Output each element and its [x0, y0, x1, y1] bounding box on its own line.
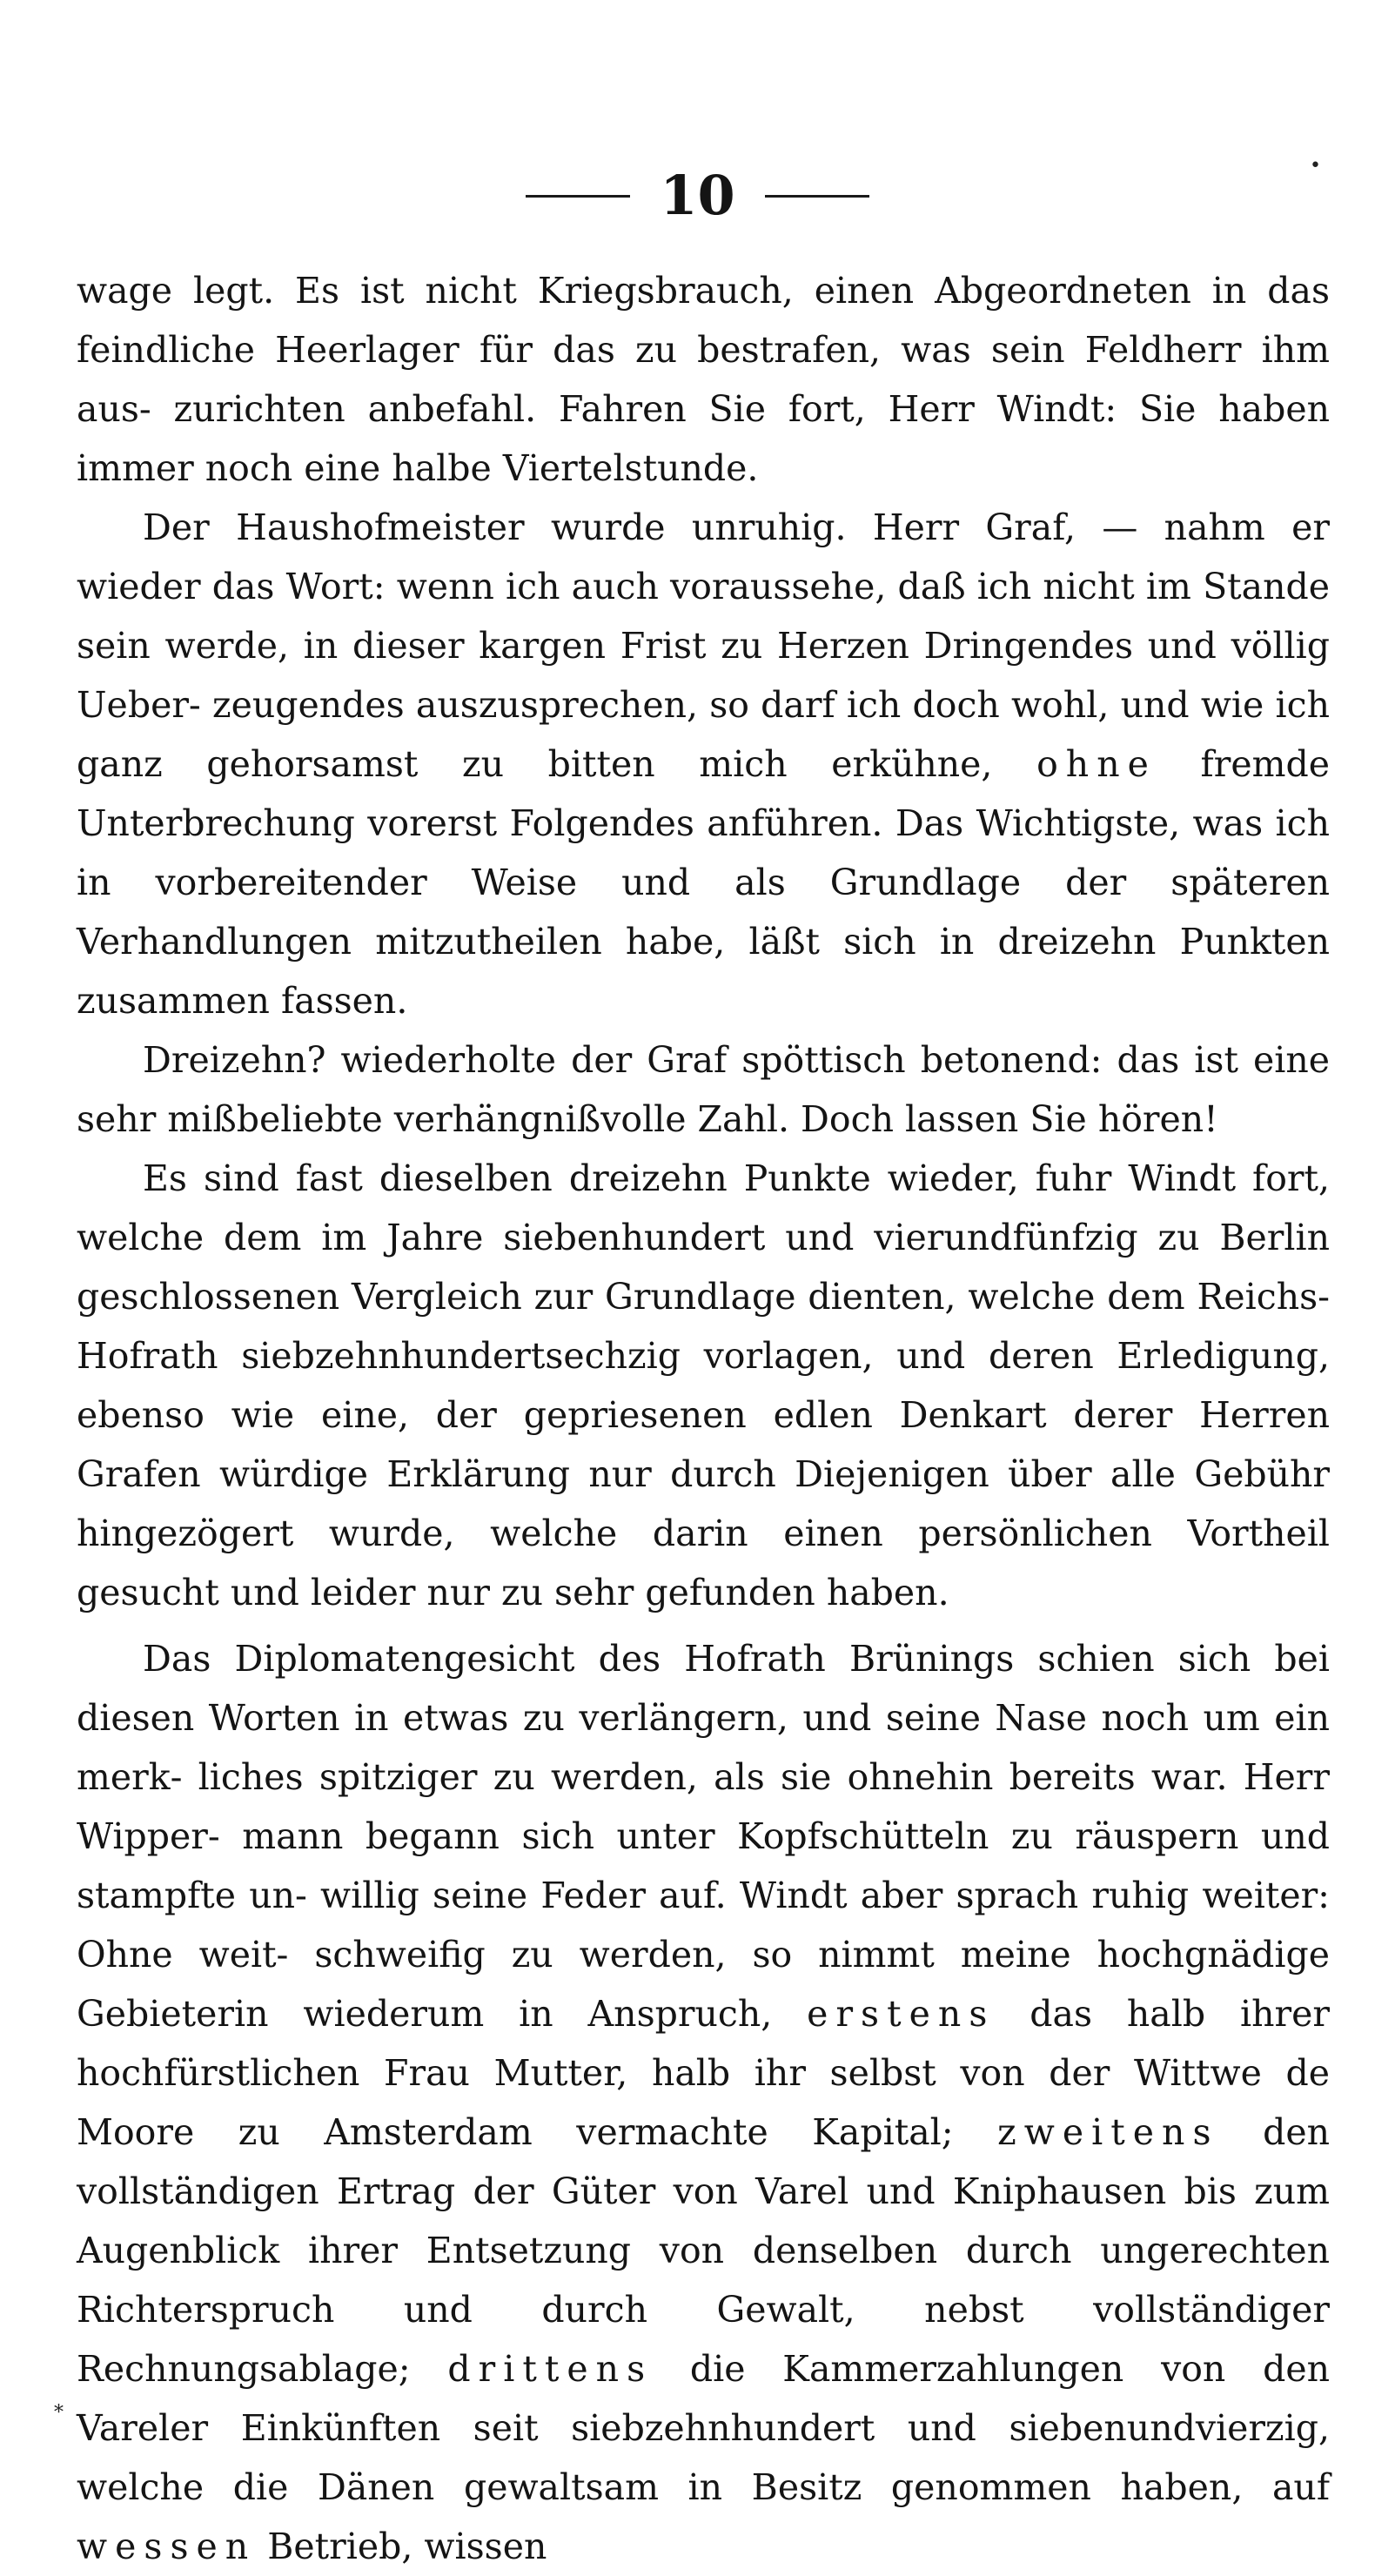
page-number: 10 [660, 164, 735, 227]
text-run: Das Diplomatengesicht des Hofrath Brünings schien sich bei diesen Worten in etwas zu verlängern, und seine Nase noch um ein merk‐ liches spitziger zu werden, als sie ohnehin bereits war. Herr Wipper‐ mann begann sich unter Kopfschütteln zu räuspern und stampfte un‐ willig seine Feder auf. Windt aber sprach ruhig weiter: Ohne weit‐ schweifig zu werden, so nimmt meine hochgnädige Gebieterin wiederum in Anspruch, [77, 1638, 1330, 2035]
page-header [0, 161, 1395, 231]
paragraph [77, 1030, 1330, 1149]
print-speck: * [54, 2402, 64, 2424]
text-run: Betrieb, wissen [256, 2526, 547, 2567]
text-run: Dreizehn? wiederholte der Graf spöttisch betonend: das ist eine sehr mißbeliebte verhängnißvolle Zahl. Doch lassen Sie hören! [77, 1039, 1330, 1140]
emphasized-word: zweitens [997, 2111, 1219, 2153]
header-dash-right [765, 195, 869, 198]
text-run: die Kammerzahlungen von den Vareler Einkünften seit siebzehnhundert und siebenundvierzig, welche die Dänen gewaltsam in Besitz genommen haben, auf [77, 2348, 1331, 2508]
print-speck: • [1310, 155, 1321, 177]
text-run: Der Haushofmeister wurde unruhig. Herr Graf, — nahm er wieder das Wort: wenn ich auch voraussehe, daß ich nicht im Stande sein werde, in dieser kargen Frist zu Herzen Dringendes und völlig Ueber‐ zeugendes auszusprechen, so darf ich doch wohl, und wie ich ganz gehorsamst zu bitten mich erkühne, [77, 506, 1330, 785]
text-run: den vollständigen Ertrag der Güter von Varel und Kniphausen bis zum Augenblick ihrer Entsetzung von denselben durch ungerechten Richterspruch und durch Gewalt, nebst vollständiger Rechnungsablage; [77, 2111, 1330, 2390]
text-run: das halb ihrer hochfürstlichen Frau Mutter, halb ihr selbst von der Wittwe de Moore zu Amsterdam vermachte Kapital; [77, 1993, 1330, 2153]
paragraph [77, 1149, 1330, 1622]
paragraph [77, 261, 1330, 498]
text-run: fremde Unterbrechung vorerst Folgendes anführen. Das Wichtigste, was ich in vorbereitender Weise und als Grundlage der späteren Verhandlungen mitzutheilen habe, läßt sich in dreizehn Punkten zusammen fassen. [77, 743, 1330, 1022]
body-text [77, 261, 1330, 2576]
emphasized-word: drittens [447, 2348, 654, 2390]
emphasized-word: erstens [807, 1993, 996, 2035]
header-dash-left [526, 195, 630, 198]
emphasized-word: ohne [1036, 743, 1157, 785]
paragraph [77, 1629, 1330, 2576]
emphasized-word: wessen [77, 2526, 257, 2567]
text-run: wage legt. Es ist nicht Kriegsbrauch, einen Abgeordneten in das feindliche Heerlager für das zu bestrafen, was sein Feldherr ihm aus‐ zurichten anbefahl. Fahren Sie fort, Herr Windt: Sie haben immer noch eine halbe Viertelstunde. [77, 270, 1330, 489]
text-run: Es sind fast dieselben dreizehn Punkte wieder, fuhr Windt fort, welche dem im Jahre siebenhundert und vierundfünfzig zu Berlin geschlossenen Vergleich zur Grundlage dienten, welche dem Reichs‐ Hofrath siebzehnhundertsechzig vorlagen, und deren Erledigung, ebenso wie eine, der gepriesenen edlen Denkart derer Herren Grafen würdige Erklärung nur durch Diejenigen über alle Gebühr hingezögert wurde, welche darin einen persönlichen Vortheil gesucht und leider nur zu sehr gefunden haben. [77, 1157, 1330, 1613]
paragraph [77, 498, 1330, 1030]
